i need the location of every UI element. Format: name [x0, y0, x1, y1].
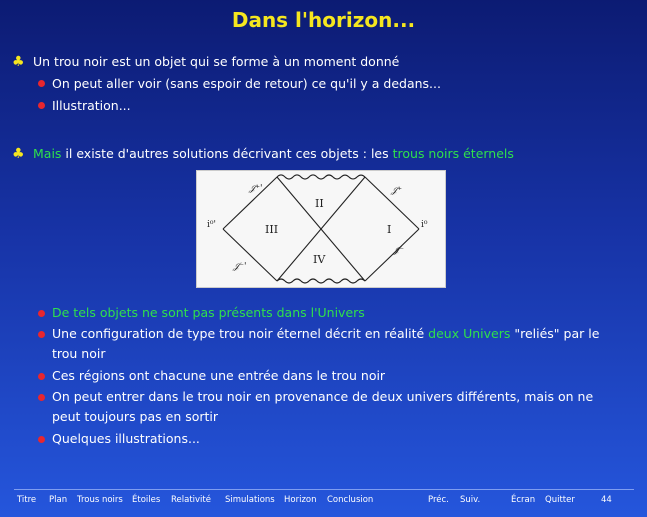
point-text: De tels objets ne sont pas présents dans l'Univers	[52, 305, 365, 320]
region-label: I	[387, 223, 392, 236]
red-dot-icon	[38, 373, 45, 380]
point-text: Quelques illustrations...	[52, 431, 200, 446]
region-label: IV	[313, 253, 326, 266]
region-label: II	[315, 197, 324, 210]
point-text	[52, 326, 622, 342]
point-text-continued: peut toujours pas en sortir	[52, 409, 219, 424]
scri-label: 𝒥⁻	[393, 246, 404, 256]
past-singularity	[277, 279, 365, 283]
bullet-text	[33, 146, 514, 162]
club-bullet-icon: ♣	[12, 54, 25, 70]
future-singularity	[277, 175, 365, 179]
nav-link-trous-noirs[interactable]: Trous noirs	[77, 495, 123, 505]
nav-link-titre[interactable]: Titre	[17, 495, 37, 505]
red-dot-icon	[38, 80, 45, 87]
club-bullet-icon: ♣	[12, 146, 25, 162]
penrose-diagram-svg	[197, 171, 445, 287]
highlight-text: deux Univers	[428, 326, 511, 341]
page-number: 44	[601, 495, 612, 505]
nav-link-relativite[interactable]: Relativité	[171, 495, 211, 505]
scri-plus-right-line	[365, 177, 419, 229]
spatial-infinity-label: i⁰	[421, 220, 428, 230]
next-button[interactable]: Suiv.	[460, 495, 481, 505]
point-text-part: Une configuration de type trou noir éternel décrit en réalité	[52, 326, 429, 341]
penrose-diagram	[196, 170, 446, 288]
quit-button[interactable]: Quitter	[545, 495, 575, 505]
red-dot-icon	[38, 436, 45, 443]
prev-button[interactable]: Préc.	[428, 495, 449, 505]
sub-bullet-text: Illustration...	[52, 98, 131, 113]
scri-minus-left-line	[223, 229, 277, 281]
highlight-text: Mais	[33, 146, 62, 161]
point-text: On peut entrer dans le trou noir en provenance de deux univers différents, mais on ne	[52, 389, 594, 404]
point-text: Ces régions ont chacune une entrée dans le trou noir	[52, 368, 386, 383]
highlight-text: trous noirs éternels	[392, 146, 514, 161]
scri-label: 𝒥⁺'	[249, 184, 263, 194]
nav-link-etoiles[interactable]: Étoiles	[132, 495, 161, 505]
slide-title: Dans l'horizon...	[231, 8, 416, 32]
screen-button[interactable]: Écran	[511, 495, 536, 505]
bullet-text-body: il existe d'autres solutions décrivant ces objets : les	[61, 146, 393, 161]
red-dot-icon	[38, 310, 45, 317]
scri-minus-right-line	[365, 229, 419, 281]
red-dot-icon	[38, 394, 45, 401]
red-dot-icon	[38, 102, 45, 109]
spatial-infinity-label: i⁰'	[207, 220, 216, 230]
region-label: III	[265, 223, 279, 236]
sub-bullet-text: On peut aller voir (sans espoir de retour) ce qu'il y a dedans...	[52, 76, 441, 91]
red-dot-icon	[38, 331, 45, 338]
nav-link-plan[interactable]: Plan	[49, 495, 68, 505]
point-text-continued: trou noir	[52, 346, 106, 361]
footer-divider	[14, 489, 634, 490]
nav-link-conclusion[interactable]: Conclusion	[327, 495, 374, 505]
nav-link-horizon[interactable]: Horizon	[284, 495, 317, 505]
bullet-text: Un trou noir est un objet qui se forme à un moment donné	[33, 54, 400, 69]
point-text-part: "reliés" par le	[510, 326, 600, 341]
scri-label: 𝒥⁻'	[233, 262, 247, 272]
scri-label: 𝒥⁺	[391, 186, 402, 196]
nav-link-simulations[interactable]: Simulations	[225, 495, 275, 505]
